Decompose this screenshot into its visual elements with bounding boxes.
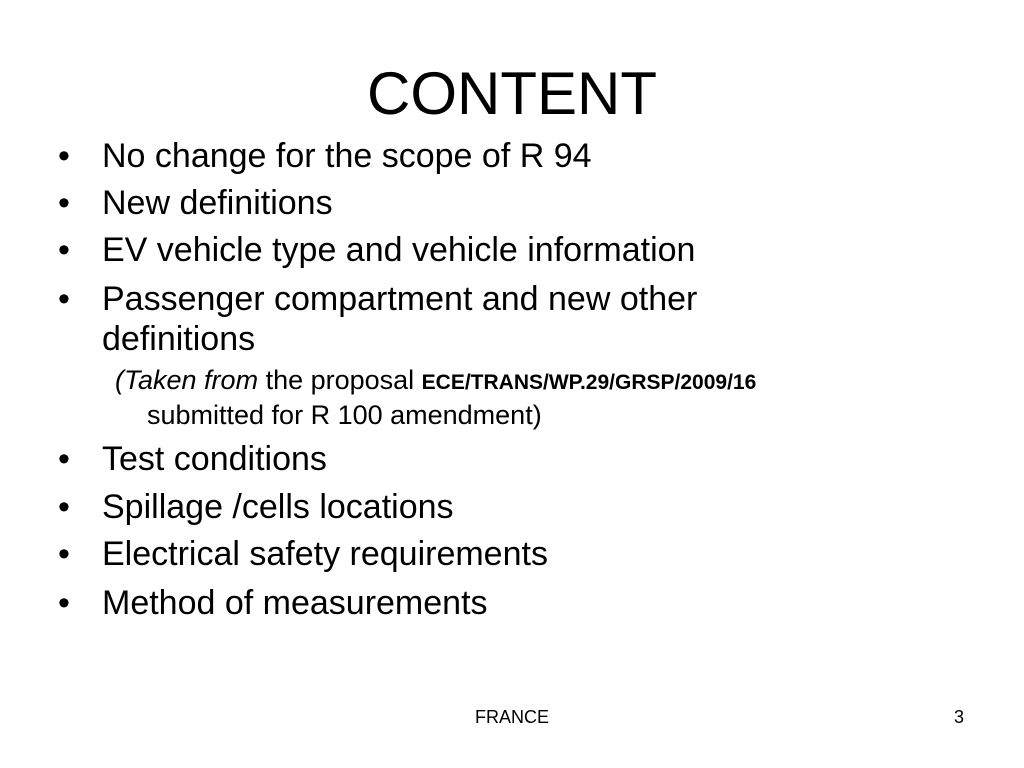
sub-note-plain: the proposal bbox=[258, 365, 422, 395]
bullet-icon: • bbox=[58, 231, 70, 269]
page-number: 3 bbox=[953, 707, 964, 727]
footer-label: FRANCE bbox=[474, 707, 549, 727]
list-item-text-line1: Passenger compartment and new other bbox=[102, 280, 698, 318]
list-item-text bbox=[102, 279, 902, 359]
bullet-icon: • bbox=[58, 584, 70, 622]
list-item-text: Electrical safety requirements bbox=[102, 535, 548, 573]
bullet-icon: • bbox=[58, 184, 70, 222]
list-item-text: Method of measurements bbox=[102, 584, 488, 622]
bullet-icon: • bbox=[58, 137, 70, 175]
list-item-text: New definitions bbox=[102, 184, 333, 222]
list-item-text: No change for the scope of R 94 bbox=[102, 137, 592, 175]
bullet-icon: • bbox=[58, 440, 70, 478]
bullet-icon: • bbox=[58, 280, 70, 318]
sub-note-italic: (Taken from bbox=[115, 365, 259, 395]
sub-note-line2: submitted for R 100 amendment) bbox=[147, 400, 542, 430]
sub-note-line1 bbox=[115, 364, 935, 399]
list-item-text: EV vehicle type and vehicle information bbox=[102, 231, 696, 269]
sub-note bbox=[115, 364, 935, 431]
list-item-text: Test conditions bbox=[102, 440, 327, 478]
sub-note-reference: ECE/TRANS/WP.29/GRSP/2009/16 bbox=[421, 371, 757, 394]
list-item-text: Spillage /cells locations bbox=[102, 488, 454, 526]
list-item-text-line2: definitions bbox=[102, 320, 256, 358]
bullet-icon: • bbox=[58, 488, 70, 526]
slide-title: CONTENT bbox=[367, 60, 657, 127]
bullet-icon: • bbox=[58, 535, 70, 573]
